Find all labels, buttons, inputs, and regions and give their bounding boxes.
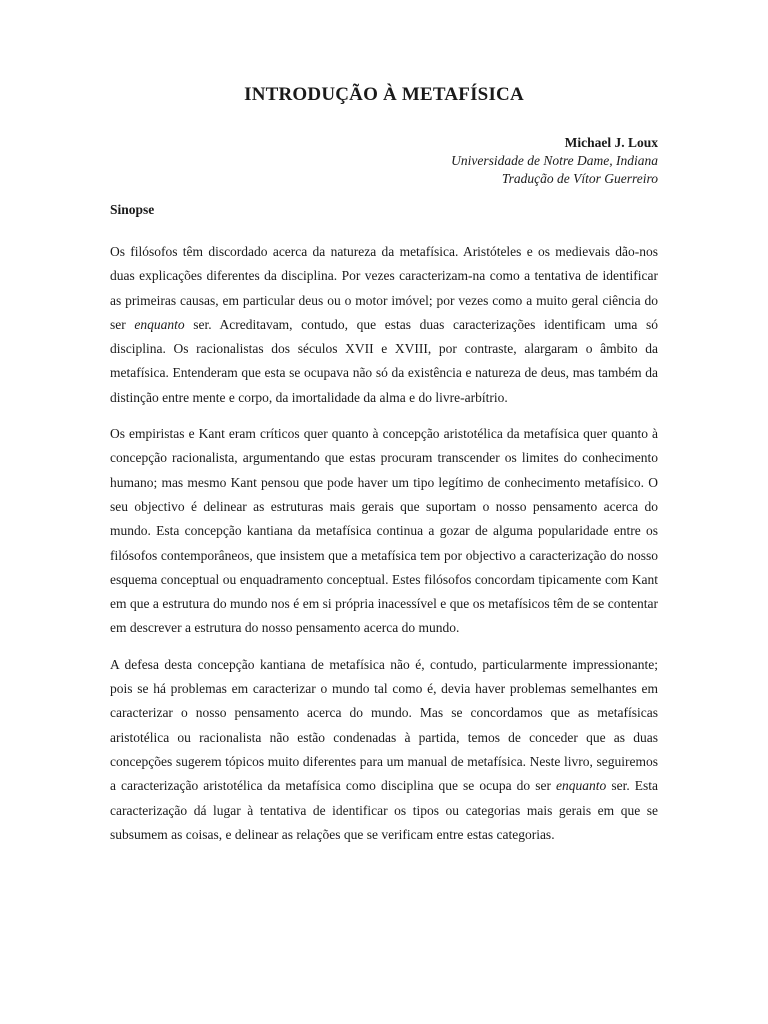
paragraph-text: ser. Esta caracterização dá lugar à tentativa de identificar os tipos ou categorias mais gerais em que se subsumem as coisas, e delinear as relações que se verificam entre estas categorias.: [110, 778, 658, 842]
paragraph: [110, 422, 658, 641]
translation-credit: Tradução de Vítor Guerreiro: [501, 171, 658, 186]
author-block: [451, 134, 658, 188]
paragraph-text: Os empiristas e Kant eram críticos quer quanto à concepção aristotélica da metafísica quer quanto à concepção racionalista, argumentando que estas procuram transcender os limites do conhecimento humano; mas mesmo Kant pensou que pode haver um tipo legítimo de conhecimento metafísico. O seu objectivo é delinear as estruturas mais gerais que suportam o nosso pensamento acerca do mundo. Esta concepção kantiana da metafísica continua a gozar de alguma popularidade entre os filósofos contemporâneos, que insistem que a metafísica tem por objectivo a caracterização do nosso esquema conceptual ou enquadramento conceptual. Estes filósofos concordam tipicamente com Kant em que a estrutura do mundo nos é em si própria inacessível e que os metafísicos têm de se contentar em descrever a estrutura do nosso pensamento acerca do mundo.: [110, 426, 658, 636]
paragraph: [110, 653, 658, 847]
author-affiliation: Universidade de Notre Dame, Indiana: [451, 153, 658, 168]
emphasized-text: enquanto: [556, 778, 607, 794]
document-body: [110, 240, 658, 859]
author-name: Michael J. Loux: [564, 135, 658, 150]
paragraph-text: A defesa desta concepção kantiana de metafísica não é, contudo, particularmente impressionante; pois se há problemas em caracterizar o mundo tal como é, devia haver problemas semelhantes em caracterizar o nosso pensamento acerca do mundo. Mas se concordamos que as metafísicas aristotélica ou racionalista não estão condenadas à partida, temos de conceder que as duas concepções sugerem tópicos muito diferentes para um manual de metafísica. Neste livro, seguiremos a caracterização aristotélica da metafísica como disciplina que se ocupa do ser: [110, 656, 658, 794]
paragraph-text: ser. Acreditavam, contudo, que estas duas caracterizações identificam uma só disciplina. Os racionalistas dos séculos XVII e XVIII, por contraste, alargaram o âmbito da metafísica. Entenderam que esta se ocupava não só da existência e natureza de deus, mas também da distinção entre mente e corpo, da imortalidade da alma e do livre-arbítrio.: [110, 316, 658, 405]
document-title: INTRODUÇÃO À METAFÍSICA: [244, 84, 524, 105]
section-heading: Sinopse: [110, 202, 155, 217]
paragraph-text: Os filósofos têm discordado acerca da natureza da metafísica. Aristóteles e os medievais dão-nos duas explicações diferentes da disciplina. Por vezes caracterizam-na como a tentativa de identificar as primeiras causas, em particular deus ou o motor imóvel; por vezes como a muito geral ciência do ser: [110, 244, 658, 332]
paragraph: [110, 240, 658, 410]
emphasized-text: enquanto: [134, 316, 185, 332]
